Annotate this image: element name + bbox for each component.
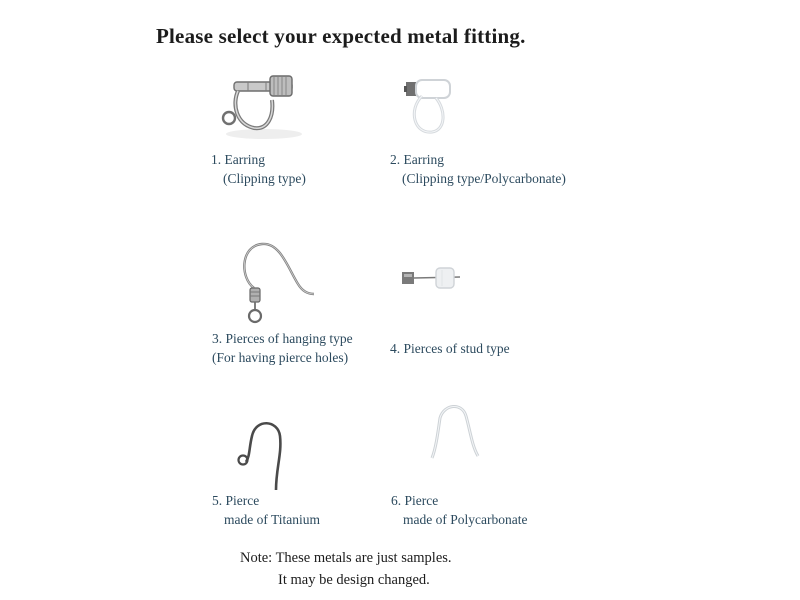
option-3-title: 3. Pierces of hanging type [212,331,353,346]
option-2-image [400,74,470,140]
option-1-image [214,72,314,142]
clear-clip-earring-icon [400,74,470,140]
option-5-title: 5. Pierce [212,493,260,508]
option-2-title: 2. Earring [390,152,444,167]
option-4-image [398,262,468,292]
option-5-image [232,414,302,494]
option-3-subtitle: (For having pierce holes) [212,350,349,365]
option-2-subtitle: (Clipping type/Polycarbonate) [402,171,566,186]
fish-hook-icon [236,240,318,328]
stud-pierce-icon [398,262,468,292]
option-5-caption [212,491,320,529]
option-6-title: 6. Pierce [391,493,439,508]
option-6-image [422,402,492,466]
option-4-caption [390,339,510,358]
option-3-image [236,240,318,328]
sample-note [240,547,452,591]
option-3-caption [212,329,353,367]
option-1-subtitle: (Clipping type) [223,171,306,186]
option-6-caption [391,491,527,529]
option-6-subtitle: made of Polycarbonate [403,512,528,527]
option-2-caption [390,150,566,188]
option-1-caption [211,150,306,188]
clip-earring-icon [214,72,314,142]
note-line-2: It may be design changed. [278,572,430,588]
option-1-title: 1. Earring [211,152,265,167]
clear-hook-icon [422,402,492,466]
option-4-title: 4. Pierces of stud type [390,341,510,356]
note-line-1: Note: These metals are just samples. [240,550,452,566]
page-title: Please select your expected metal fitting. [156,24,526,48]
titanium-hook-icon [232,414,302,494]
option-5-subtitle: made of Titanium [224,512,321,527]
